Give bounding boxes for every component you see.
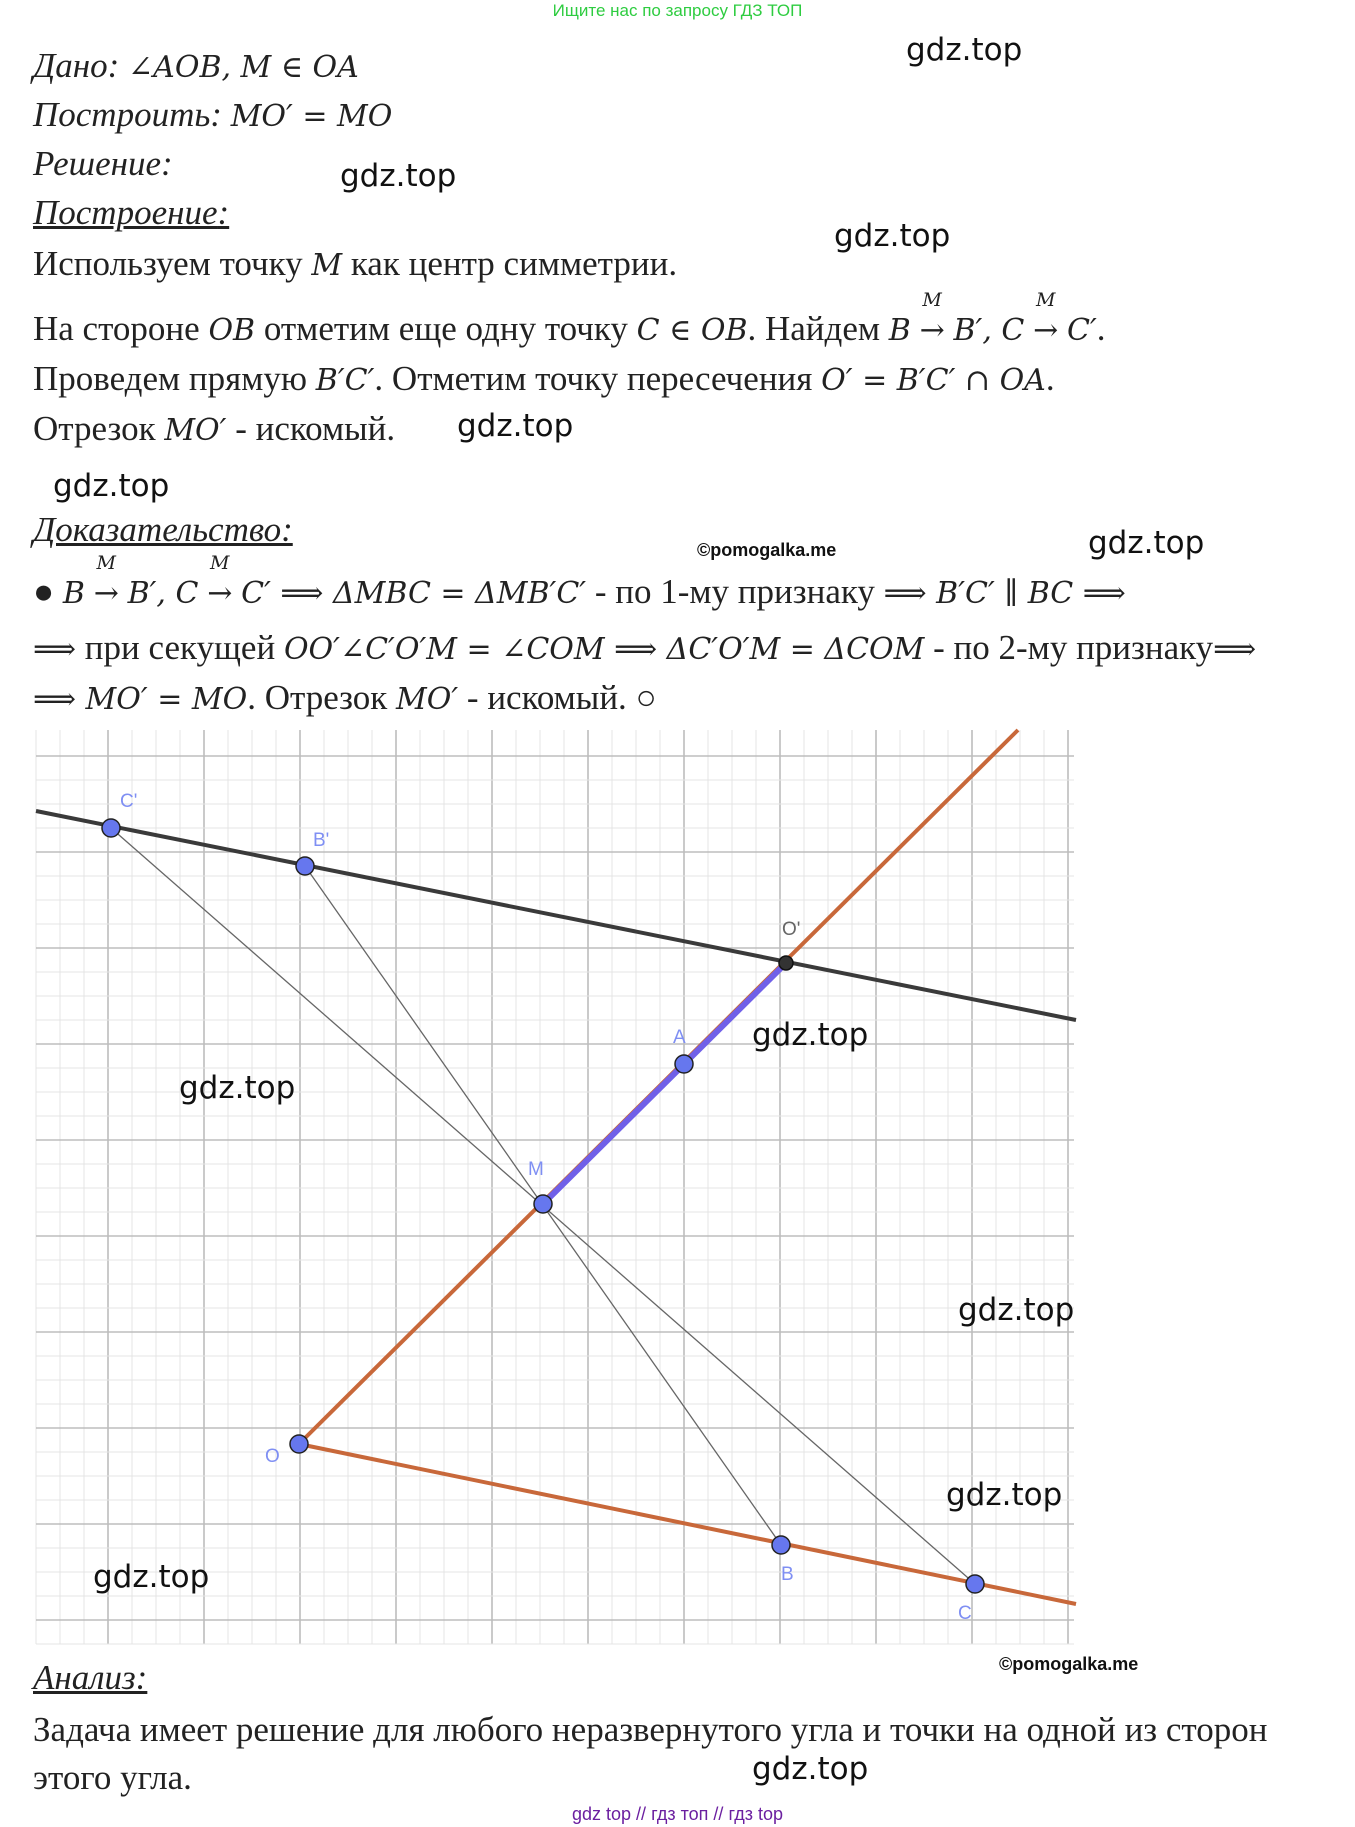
watermark: gdz.top bbox=[834, 218, 951, 254]
analysis-line-2: этого угла. bbox=[33, 1758, 192, 1797]
proof-line-2: ⟹ при секущей OO′∠C′O′M = ∠COM ⟹ ΔC′O′M = ΔCOM - по 2-му признаку⟹ bbox=[33, 628, 1257, 667]
symmetry-arrow: M → bbox=[1033, 289, 1059, 348]
construction-label: Построение: bbox=[33, 193, 230, 232]
copyright-bottom: ©pomogalka.me bbox=[999, 1654, 1139, 1674]
line-b1c1 bbox=[36, 811, 1076, 1020]
watermark: gdz.top bbox=[946, 1477, 1063, 1513]
given-label: Дано bbox=[33, 46, 108, 85]
watermark: gdz.top bbox=[340, 158, 457, 194]
construct-label: Построить bbox=[33, 95, 211, 134]
step2: На стороне OB отметим еще одну точку C ∈ OB. Найдем B M → B′, C M → C′. bbox=[33, 289, 1106, 348]
svg-text:A: A bbox=[673, 1027, 686, 1048]
construct-line: Построить: MO′ = MO bbox=[33, 95, 393, 134]
svg-text:O: O bbox=[265, 1446, 280, 1467]
analysis-line-1: Задача имеет решение для любого неразвернутого угла и точки на одной из сторон bbox=[33, 1710, 1268, 1749]
step3: Проведем прямую B′C′. Отметим точку пересечения O′ = B′C′ ∩ OA. bbox=[33, 359, 1055, 398]
symmetry-arrow: M → bbox=[207, 552, 233, 611]
svg-text:C': C' bbox=[120, 791, 138, 812]
proof-line-1: ● B M → B′, C M → C′ ⟹ ΔMBC = ΔMB′C′ - по 1-му признаку ⟹ B′C′ ∥ BC ⟹ bbox=[33, 552, 1126, 611]
top-banner[interactable]: Ищите нас по запросу ГДЗ ТОП bbox=[552, 1, 803, 20]
point-a[interactable] bbox=[673, 1027, 693, 1073]
watermark: gdz.top bbox=[93, 1559, 210, 1595]
watermark: gdz.top bbox=[179, 1070, 296, 1106]
footer-link[interactable]: gdz top bbox=[571, 1804, 632, 1824]
given-line: Дано: ∠AOB, M ∈ OA bbox=[33, 46, 359, 85]
point-o[interactable] bbox=[265, 1435, 308, 1467]
svg-text:B: B bbox=[781, 1564, 794, 1585]
watermark: gdz.top bbox=[752, 1017, 869, 1053]
footer-links: gdz top // гдз топ // гдз top bbox=[571, 1804, 783, 1824]
proof-label: Доказательство: bbox=[33, 510, 293, 549]
step4: Отрезок MO′ - искомый. bbox=[33, 409, 396, 448]
watermark: gdz.top bbox=[906, 32, 1023, 68]
proof-line-3: ⟹ MO′ = MO. Отрезок MO′ - искомый. ○ bbox=[33, 678, 657, 717]
segment-mo1 bbox=[543, 963, 786, 1204]
point-b[interactable] bbox=[772, 1536, 794, 1585]
analysis-label: Анализ: bbox=[33, 1658, 148, 1697]
svg-text:O': O' bbox=[782, 919, 801, 940]
symmetry-arrow: M → bbox=[93, 552, 119, 611]
watermark: gdz.top bbox=[1088, 525, 1205, 561]
footer-link[interactable]: гдз топ bbox=[651, 1804, 709, 1824]
svg-text:M: M bbox=[528, 1159, 544, 1180]
given-math: ∠AOB, M ∈ OA bbox=[128, 50, 359, 85]
solution-label: Решение: bbox=[33, 144, 173, 183]
watermark: gdz.top bbox=[53, 468, 170, 504]
symmetry-arrow: M → bbox=[919, 289, 945, 348]
footer-link[interactable]: гдз top bbox=[728, 1804, 783, 1824]
copyright-top: ©pomogalka.me bbox=[697, 540, 837, 560]
watermark: gdz.top bbox=[457, 408, 574, 444]
construct-math: MO′ = MO bbox=[230, 99, 393, 134]
watermark: gdz.top bbox=[958, 1292, 1075, 1328]
svg-text:C: C bbox=[958, 1603, 972, 1624]
watermark: gdz.top bbox=[752, 1751, 869, 1787]
step1: Используем точку M как центр симметрии. bbox=[33, 244, 678, 283]
svg-text:B': B' bbox=[313, 830, 330, 851]
